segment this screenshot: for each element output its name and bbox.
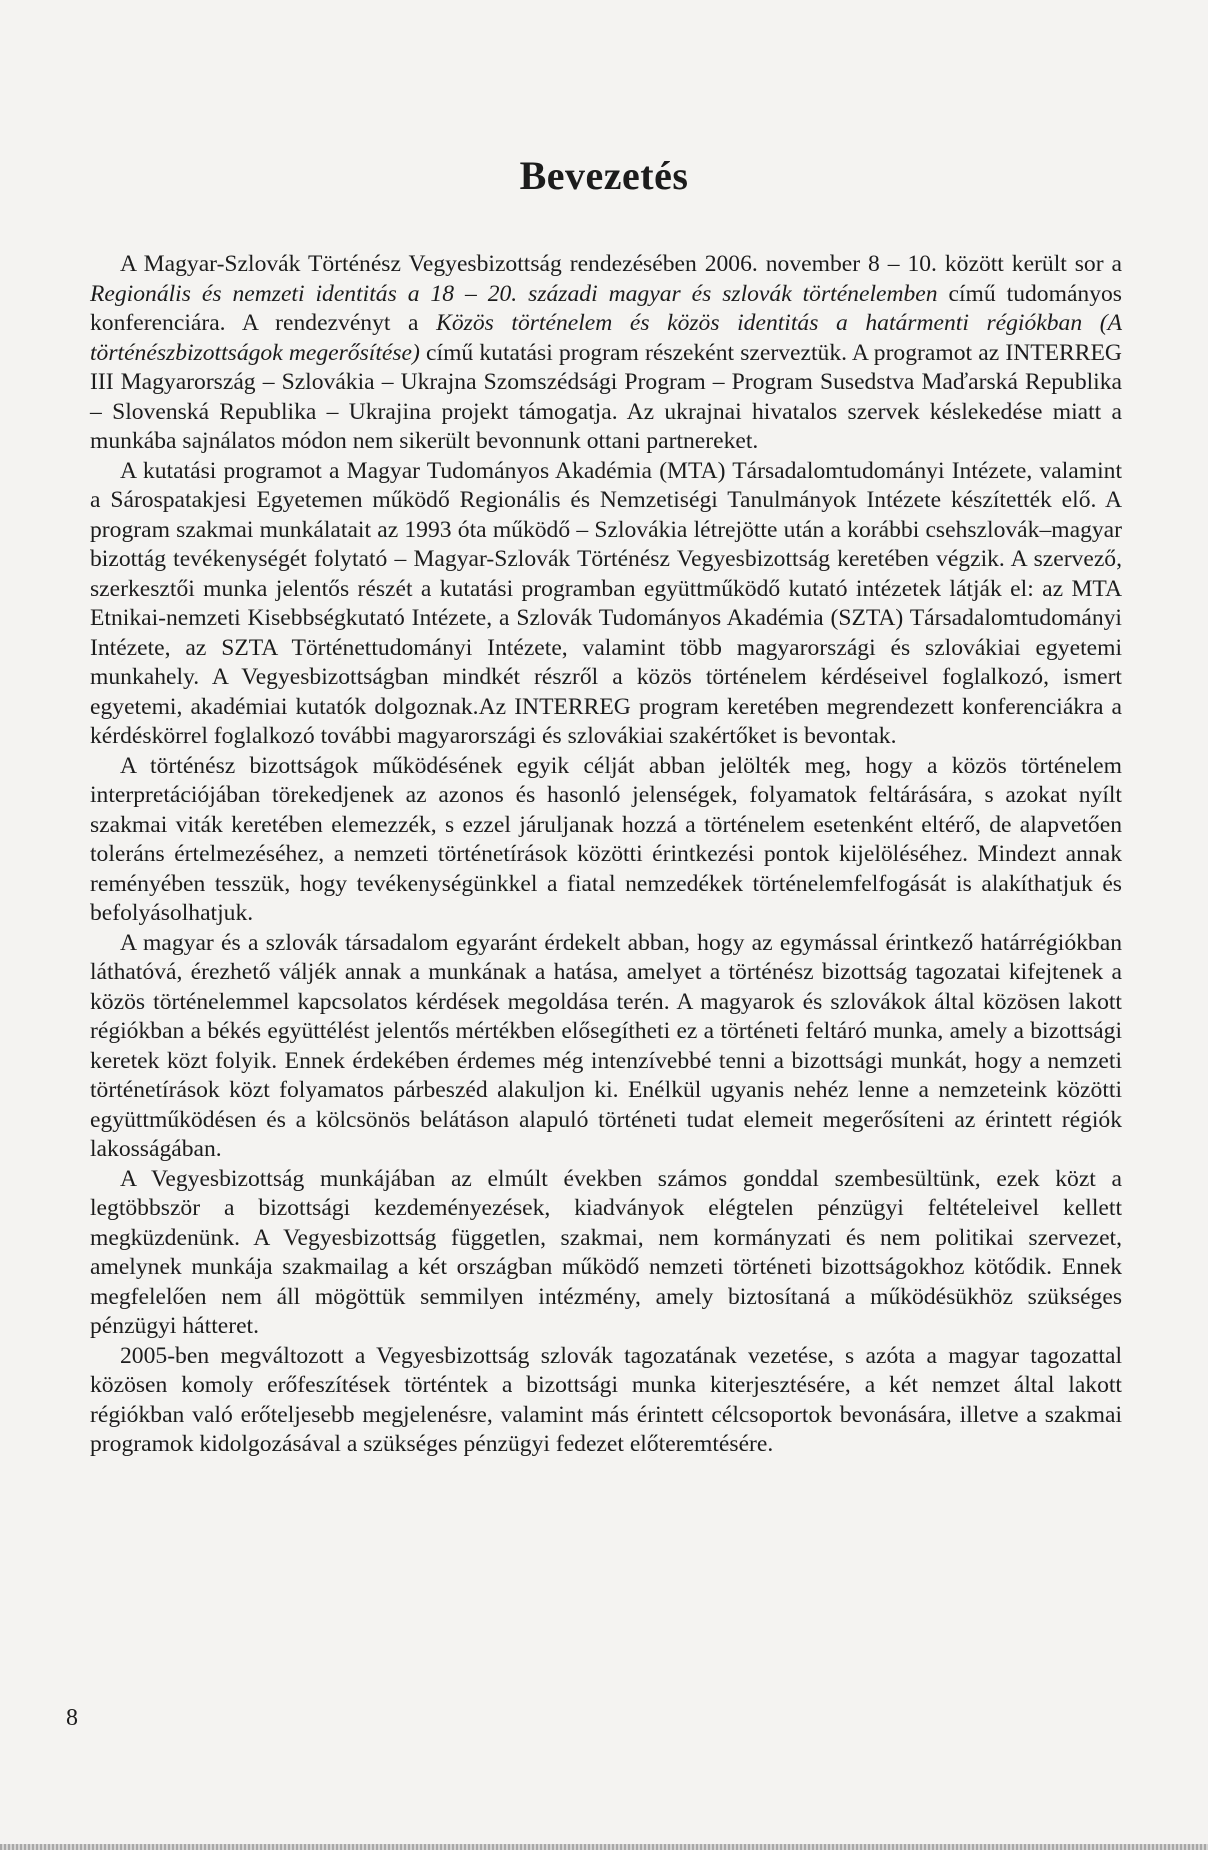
paragraph-text: A történész bizottságok működésének egyik célját abban jelölték meg, hogy a közös történelem interpretációjában törekedjenek az azonos és hasonló jelenségek, folyamatok feltárására, s azokat nyílt szakmai viták keretében elemezzék, s ezzel járuljanak hozzá a történelem esetenként eltérő, de alapvetően toleráns értelmezéséhez, a nemzeti történetírások közötti érintkezési pontok kijelöléséhez. Mindezt annak reményében tesszük, hogy tevékenységünkkel a fiatal nemzedékek történelemfelfogását is alakíthatjuk és befolyásolhatjuk. (90, 752, 1122, 926)
paragraph-text: A Magyar-Szlovák Történész Vegyesbizottság rendezésében 2006. november 8 – 10. között került sor a (120, 251, 1122, 277)
italic-title-text: Regionális és nemzeti identitás a 18 – 20. századi magyar és szlovák történelemben (90, 280, 938, 307)
paragraph (90, 752, 1122, 929)
paragraph-text: című tudományos konferenciára. A rendezvényt a (90, 280, 1122, 336)
paragraph (90, 1165, 1122, 1342)
paragraph (90, 929, 1122, 1165)
paragraph-text: 2005-ben megváltozott a Vegyesbizottság szlovák tagozatának vezetése, s azóta a magyar tagozattal közösen komoly erőfeszítések történtek a bizottsági munka kiterjesztésére, a két nemzet által lakott régiókban való erőteljesebb megjelenésre, valamint más érintett célcsoportok bevonására, illetve a szakmai programok kidolgozásával a szükséges pénzügyi fedezet előteremtésére. (90, 1342, 1122, 1457)
italic-title-text: Közös történelem és közös identitás a határmenti régiókban (A történészbizottságok megerősítése) (90, 310, 1123, 366)
paragraph-text: A Vegyesbizottság munkájában az elmúlt években számos gonddal szembesültünk, ezek közt a legtöbbször a bizottsági kezdeményezések, kiadványok elégtelen pénzügyi feltételeivel kellett megküzdenünk. A Vegyesbizottság független, szakmai, nem kormányzati és nem politikai szervezet, amelynek munkája szakmailag a két országban működő nemzeti történeti bizottságokhoz kötődik. Ennek megfelelően nem áll mögöttük semmilyen intézmény, amely biztosítaná a működésükhöz szükséges pénzügyi hátteret. (90, 1165, 1122, 1339)
body-text (90, 250, 1122, 1460)
page-title: Bevezetés (519, 153, 689, 198)
page-number: 8 (66, 1705, 78, 1731)
paragraph-text: című kutatási program részeként szerveztük. A programot az INTERREG III Magyarország – Szlovákia – Ukrajna Szomszédsági Program – Program Susedstva Maďarská Republika – Slovenská Republika – Ukrajina projekt támogatja. Az ukrajnai hivatalos szervek késlekedése miatt a munkába sajnálatos módon nem sikerült bevonnunk ottani partnereket. (90, 339, 1122, 454)
paragraph (90, 457, 1122, 752)
paragraph-text: A kutatási programot a Magyar Tudományos Akadémia (MTA) Társadalomtudományi Intézete, valamint a Sárospatakjesi Egyetemen működő Regionális és Nemzetiségi Tanulmányok Intézete készítették elő. A program szakmai munkálatait az 1993 óta működő – Szlovákia létrejötte után a korábbi csehszlovák–magyar bizottág tevékenységét folytató – Magyar-Szlovák Történész Vegyesbizottság keretében végzik. A szervező, szerkesztői munka jelentős részét a kutatási programban együttműködő kutató intézetek látják el: az MTA Etnikai-nemzeti Kisebbségkutató Intézete, a Szlovák Tudományos Akadémia (SZTA) Társadalomtudományi Intézete, az SZTA Történettudományi Intézete, valamint több magyarországi és szlovákiai egyetemi munkahely. A Vegyesbizottságban mindkét részről a közös történelem kérdéseivel foglalkozó, ismert egyetemi, akadémiai kutatók dolgoznak.Az INTERREG program keretében megrendezett konferenciákra a kérdéskörrel foglalkozó további magyarországi és szlovákiai szakértőket is bevontak. (90, 457, 1122, 749)
paragraph (90, 250, 1122, 457)
scan-edge-decoration (0, 1844, 1208, 1850)
paragraph (90, 1342, 1122, 1460)
paragraph-text: A magyar és a szlovák társadalom egyaránt érdekelt abban, hogy az egymással érintkező határrégiókban láthatóvá, érezhető váljék annak a munkának a hatása, amelyet a történész bizottság tagozatai kifejtenek a közös történelemmel kapcsolatos kérdések megoldása terén. A magyarok és szlovákok által közösen lakott régiókban a békés együttélést jelentős mértékben elősegítheti ez a történeti feltáró munka, amely a bizottsági keretek közt folyik. Ennek érdekében érdemes még intenzívebbé tenni a bizottsági munkát, hogy a nemzeti történetírások közt folyamatos párbeszéd alakuljon ki. Enélkül ugyanis nehéz lenne a nemzeteink közötti együttműködésen és a kölcsönös belátáson alapuló történeti tudat elemeit megerősíteni az érintett régiók lakosságában. (90, 929, 1122, 1162)
